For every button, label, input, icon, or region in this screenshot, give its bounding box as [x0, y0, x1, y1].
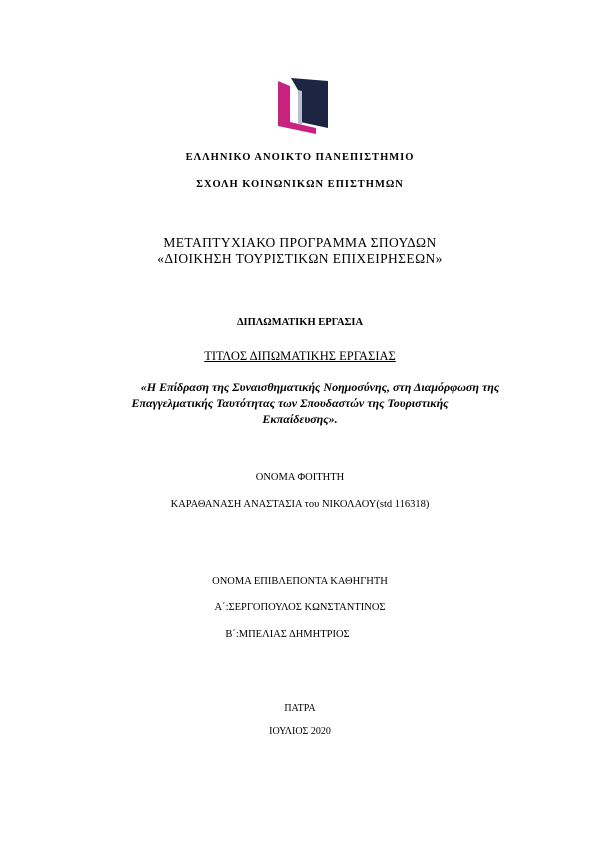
thesis-subtitle-line-1: «Η Επίδραση της Συναισθηματικής Νοημοσύνης, στη Διαμόρφωση της	[140, 380, 500, 394]
university-book-logo-icon	[278, 78, 328, 134]
thesis-title-label: ΤΙΤΛΟΣ ΔΙΠΩΜΑΤΙΚΗΣ ΕΡΓΑΣΙΑΣ	[204, 349, 396, 363]
school-name: ΣΧΟΛΗ ΚΟΙΝΩΝΙΚΩΝ ΕΠΙΣΤΗΜΩΝ	[196, 179, 404, 190]
student-name: ΚΑΡΑΘΑΝΑΣΗ ΑΝΑΣΤΑΣΙΑ του ΝΙΚΟΛΑΟΥ(std 116318)	[170, 499, 430, 510]
supervisor-label: ΟΝΟΜΑ ΕΠΙΒΛΕΠΟΝΤΑ ΚΑΘΗΓΗΤΗ	[212, 576, 388, 587]
program-title-line-1: ΜΕΤΑΠΤΥΧΙΑΚΟ ΠΡΟΓΡΑΜΜΑ ΣΠΟΥΔΩΝ	[163, 235, 437, 250]
student-name-label: ΟΝΟΜΑ ΦΟΙΤΗΤΗ	[255, 472, 345, 483]
thesis-subtitle-line-3: Εκπαίδευσης».	[262, 412, 338, 426]
program-title-line-2: «ΔΙΟΙΚΗΣΗ ΤΟΥΡΙΣΤΙΚΩΝ ΕΠΙΧΕΙΡΗΣΕΩΝ»	[157, 251, 443, 266]
date: ΙΟΥΛΙΟΣ 2020	[269, 726, 331, 737]
supervisor-b: Β΄:ΜΠΕΛΙΑΣ ΔΗΜΗΤΡΙΟΣ	[225, 629, 350, 640]
university-name: ΕΛΛΗΝΙΚΟ ΑΝΟΙΚΤΟ ΠΑΝΕΠΙΣΤΗΜΙΟ	[185, 152, 415, 163]
thesis-label: ΔΙΠΛΩΜΑΤΙΚΗ ΕΡΓΑΣΙΑ	[236, 317, 364, 328]
supervisor-a: Α΄:ΣΕΡΓΟΠΟΥΛΟΣ ΚΩΝΣΤΑΝΤΙΝΟΣ	[214, 602, 386, 613]
city: ΠΑΤΡΑ	[284, 703, 316, 714]
thesis-subtitle-line-2: Επαγγελματικής Ταυτότητας των Σπουδαστών της Τουριστικής	[131, 396, 449, 410]
